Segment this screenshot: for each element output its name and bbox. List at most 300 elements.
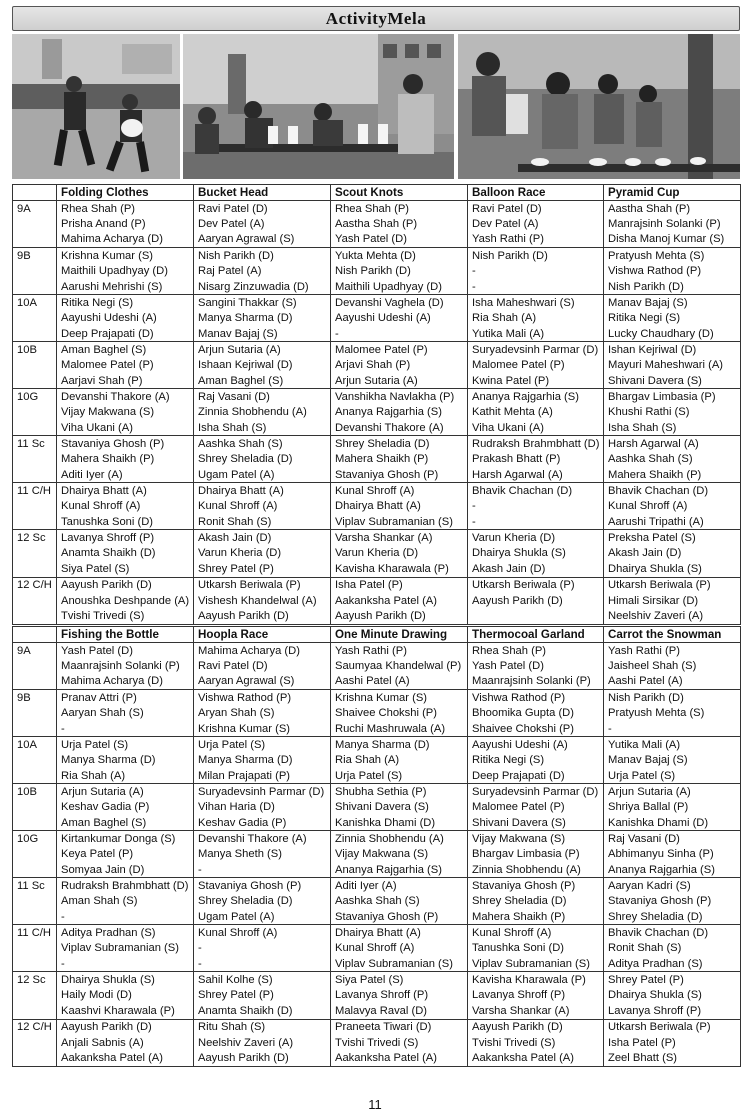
participant-cell: Manya Sharma (D) [194, 310, 331, 326]
participant-cell: Arjun Sutaria (A) [604, 784, 741, 800]
participant-cell: Bhavik Chachan (D) [604, 925, 741, 941]
table-row [13, 326, 741, 342]
participant-cell: Vishwa Rathod (P) [468, 690, 604, 706]
participant-cell: Lavanya Shroff (P) [468, 988, 604, 1004]
participant-cell: Dhairya Bhatt (A) [194, 483, 331, 499]
participant-cell: Utkarsh Beriwala (P) [194, 577, 331, 593]
participant-cell: Haily Modi (D) [57, 988, 194, 1004]
participant-cell: Mahera Shaikh (P) [604, 467, 741, 483]
table-row [13, 279, 741, 295]
table-row [13, 310, 741, 326]
class-label [13, 941, 57, 957]
participant-cell: Urja Patel (S) [194, 737, 331, 753]
table-row [13, 608, 741, 624]
participant-cell: Shivani Davera (S) [468, 815, 604, 831]
participant-cell: Saumyaa Khandelwal (P) [331, 658, 468, 674]
participant-cell: Malomee Patel (P) [57, 357, 194, 373]
participant-cell: Kunal Shroff (A) [468, 925, 604, 941]
participant-cell: Akash Jain (D) [468, 561, 604, 577]
participant-cell: Krishna Kumar (S) [57, 248, 194, 264]
table-row [13, 705, 741, 721]
participant-cell: Tvishi Trivedi (S) [331, 1035, 468, 1051]
participant-cell: Maanrajsinh Solanki (P) [468, 674, 604, 690]
participant-cell: Kunal Shroff (A) [194, 499, 331, 515]
participant-cell: Tanushka Soni (D) [57, 514, 194, 530]
activity-column-header: Thermocoal Garland [468, 627, 604, 643]
table-row [13, 752, 741, 768]
participant-cell: Arjun Sutaria (A) [331, 373, 468, 389]
participant-cell: Ananya Rajgarhia (S) [468, 389, 604, 405]
participant-cell: Yutika Mali (A) [604, 737, 741, 753]
participant-cell: Aarjavi Shah (P) [57, 373, 194, 389]
participant-cell: Ritika Negi (S) [468, 752, 604, 768]
participant-cell: Dhairya Shukla (S) [604, 561, 741, 577]
participant-cell: Raj Vasani (D) [604, 831, 741, 847]
table-row [13, 201, 741, 217]
class-label: 11 C/H [13, 483, 57, 499]
class-label [13, 216, 57, 232]
participant-cell: Aayushi Udeshi (A) [331, 310, 468, 326]
class-label [13, 608, 57, 624]
participant-cell: Sahil Kolhe (S) [194, 972, 331, 988]
participant-cell: Yutika Mali (A) [468, 326, 604, 342]
participant-cell: Mahima Acharya (D) [194, 643, 331, 659]
class-label: 10A [13, 737, 57, 753]
participant-cell: Manya Sharma (D) [194, 752, 331, 768]
participant-cell: Stavaniya Ghosh (P) [194, 878, 331, 894]
participant-cell: Aaryan Shah (S) [57, 705, 194, 721]
class-label [13, 452, 57, 468]
participant-cell: Utkarsh Beriwala (P) [604, 577, 741, 593]
class-label: 11 C/H [13, 925, 57, 941]
participant-cell: Arjun Sutaria (A) [57, 784, 194, 800]
participant-cell: - [194, 956, 331, 972]
participant-cell: Prisha Anand (P) [57, 216, 194, 232]
table-row [13, 1035, 741, 1051]
participant-cell: Nish Parikh (D) [604, 279, 741, 295]
participant-cell: Zinnia Shobhendu (A) [468, 862, 604, 878]
participant-cell: Shrey Sheladia (D) [194, 894, 331, 910]
table-row [13, 546, 741, 562]
table-row [13, 593, 741, 609]
participant-cell: Viha Ukani (A) [468, 420, 604, 436]
participant-cell: Raj Vasani (D) [194, 389, 331, 405]
activity-column-header: Balloon Race [468, 185, 604, 201]
class-label: 10A [13, 295, 57, 311]
class-label: 9A [13, 201, 57, 217]
participant-cell: Shrey Sheladia (D) [604, 909, 741, 925]
participant-cell: Malavya Raval (D) [331, 1003, 468, 1019]
participant-cell: Yukta Mehta (D) [331, 248, 468, 264]
participant-cell: Nisarg Zinzuwadia (D) [194, 279, 331, 295]
table-row [13, 420, 741, 436]
participant-cell: Harsh Agarwal (A) [604, 436, 741, 452]
participant-cell: Yash Rathi (P) [604, 643, 741, 659]
participant-cell: Devanshi Thakore (A) [57, 389, 194, 405]
participant-cell: Krishna Kumar (S) [331, 690, 468, 706]
participant-cell: Ananya Rajgarhia (S) [331, 862, 468, 878]
participant-cell: - [194, 941, 331, 957]
class-label [13, 705, 57, 721]
table-row [13, 483, 741, 499]
participant-cell: Lucky Chaudhary (D) [604, 326, 741, 342]
class-label [13, 467, 57, 483]
class-label [13, 561, 57, 577]
class-column-header [13, 185, 57, 201]
table-row [13, 878, 741, 894]
participant-cell: Ritu Shah (S) [194, 1019, 331, 1035]
participant-cell: Malomee Patel (P) [468, 799, 604, 815]
participant-cell: Ronit Shah (S) [604, 941, 741, 957]
participant-cell: Abhimanyu Sinha (P) [604, 846, 741, 862]
table-row [13, 768, 741, 784]
class-label [13, 357, 57, 373]
participant-cell: - [468, 263, 604, 279]
participant-cell: Viha Ukani (A) [57, 420, 194, 436]
participant-cell: Kunal Shroff (A) [194, 925, 331, 941]
table-row [13, 577, 741, 593]
participant-cell: - [604, 721, 741, 737]
participant-cell: Aakanksha Patel (A) [57, 1050, 194, 1066]
class-label [13, 310, 57, 326]
participant-cell: Khushi Rathi (S) [604, 404, 741, 420]
table-row [13, 452, 741, 468]
participant-cell: Yash Patel (D) [331, 232, 468, 248]
participant-cell: Nish Parikh (D) [468, 248, 604, 264]
class-label [13, 499, 57, 515]
class-column-header [13, 627, 57, 643]
participant-cell: Shaivee Chokshi (P) [331, 705, 468, 721]
participant-cell: Suryadevsinh Parmar (D) [468, 784, 604, 800]
participant-cell: Aaryan Agrawal (S) [194, 232, 331, 248]
participant-cell: Himali Sirsikar (D) [604, 593, 741, 609]
participant-cell: Arjavi Shah (P) [331, 357, 468, 373]
table-row [13, 373, 741, 389]
page-number: 11 [368, 1097, 382, 1110]
class-label [13, 1003, 57, 1019]
participant-cell: Dhairya Bhatt (A) [331, 499, 468, 515]
table-row [13, 784, 741, 800]
table-header-row [13, 185, 741, 201]
participant-cell: Ravi Patel (D) [468, 201, 604, 217]
participant-cell: Yash Patel (D) [57, 643, 194, 659]
table-header-row [13, 627, 741, 643]
participant-cell: Neelshiv Zaveri (A) [194, 1035, 331, 1051]
table-row [13, 674, 741, 690]
participant-cell: Aditya Pradhan (S) [604, 956, 741, 972]
participant-cell: Dhairya Shukla (S) [604, 988, 741, 1004]
participant-cell: Zeel Bhatt (S) [604, 1050, 741, 1066]
participant-cell: Rudraksh Brahmbhatt (D) [57, 878, 194, 894]
participant-cell: Harsh Agarwal (A) [468, 467, 604, 483]
participant-cell: Ritika Negi (S) [57, 295, 194, 311]
participant-cell: Aashka Shah (S) [194, 436, 331, 452]
participant-cell: Anoushka Deshpande (A) [57, 593, 194, 609]
participant-cell: Disha Manoj Kumar (S) [604, 232, 741, 248]
participant-cell: Ugam Patel (A) [194, 467, 331, 483]
participant-cell: Pranav Attri (P) [57, 690, 194, 706]
participant-cell: Anamta Shaikh (D) [194, 1003, 331, 1019]
class-label: 12 Sc [13, 530, 57, 546]
class-label [13, 846, 57, 862]
class-label [13, 956, 57, 972]
participant-cell: Vishesh Khandelwal (A) [194, 593, 331, 609]
participant-cell: Vishwa Rathod (P) [604, 263, 741, 279]
table-row [13, 232, 741, 248]
class-label: 11 Sc [13, 436, 57, 452]
participant-cell: Pratyush Mehta (S) [604, 248, 741, 264]
table-row [13, 972, 741, 988]
participant-cell: Keya Patel (P) [57, 846, 194, 862]
activity-column-header: Scout Knots [331, 185, 468, 201]
participant-cell: Ishan Kejriwal (D) [604, 342, 741, 358]
participant-cell: Siya Patel (S) [57, 561, 194, 577]
table-row [13, 721, 741, 737]
participant-cell: Varun Kheria (D) [468, 530, 604, 546]
table-row [13, 295, 741, 311]
participant-cell: Aayushi Udeshi (A) [57, 310, 194, 326]
participant-cell: Kunal Shroff (A) [57, 499, 194, 515]
participant-cell: Aaryan Kadri (S) [604, 878, 741, 894]
participant-cell: Stavaniya Ghosh (P) [331, 909, 468, 925]
participant-cell: Urja Patel (S) [57, 737, 194, 753]
participant-cell: Bhavik Chachan (D) [604, 483, 741, 499]
class-label: 9B [13, 248, 57, 264]
participant-cell: Aayush Parikh (D) [57, 1019, 194, 1035]
participant-cell: Tanushka Soni (D) [468, 941, 604, 957]
table-row [13, 1003, 741, 1019]
participant-cell: Ritika Negi (S) [604, 310, 741, 326]
class-label [13, 658, 57, 674]
participant-cell: Aarushi Tripathi (A) [604, 514, 741, 530]
class-label: 10B [13, 784, 57, 800]
participant-cell: Ravi Patel (D) [194, 201, 331, 217]
participant-cell: Anjali Sabnis (A) [57, 1035, 194, 1051]
participant-cell: Praneeta Tiwari (D) [331, 1019, 468, 1035]
participant-cell: Somyaa Jain (D) [57, 862, 194, 878]
participant-cell: Aayush Parikh (D) [194, 608, 331, 624]
participant-cell: Akash Jain (D) [194, 530, 331, 546]
class-label [13, 909, 57, 925]
table-row [13, 846, 741, 862]
participant-cell: Shubha Sethia (P) [331, 784, 468, 800]
class-label [13, 279, 57, 295]
participant-cell: Suryadevsinh Parmar (D) [194, 784, 331, 800]
participant-cell: Aashi Patel (A) [604, 674, 741, 690]
table-row [13, 831, 741, 847]
table-row [13, 216, 741, 232]
participant-cell: Prakash Bhatt (P) [468, 452, 604, 468]
participant-cell: Kavisha Kharawala (P) [331, 561, 468, 577]
participant-cell: Aakanksha Patel (A) [331, 1050, 468, 1066]
class-label [13, 546, 57, 562]
participant-cell: Devanshi Thakore (A) [194, 831, 331, 847]
participant-cell: Shriya Ballal (P) [604, 799, 741, 815]
photo-table-game [458, 34, 740, 179]
participant-cell: Zinnia Shobhendu (A) [331, 831, 468, 847]
participant-cell: Tvishi Trivedi (S) [468, 1035, 604, 1051]
class-label [13, 420, 57, 436]
participant-cell: Mayuri Maheshwari (A) [604, 357, 741, 373]
activity-column-header: Folding Clothes [57, 185, 194, 201]
table-row [13, 956, 741, 972]
class-label: 12 C/H [13, 577, 57, 593]
participant-cell: Kanishka Dhami (D) [604, 815, 741, 831]
participant-cell: Utkarsh Beriwala (P) [468, 577, 604, 593]
participant-cell: Manav Bajaj (S) [604, 752, 741, 768]
table-row [13, 389, 741, 405]
table-row [13, 499, 741, 515]
participant-cell: Mahima Acharya (D) [57, 674, 194, 690]
participant-cell: Viplav Subramanian (S) [57, 941, 194, 957]
table-row [13, 436, 741, 452]
participant-cell: Shrey Sheladia (D) [331, 436, 468, 452]
activity-table-1 [12, 184, 741, 625]
table-row [13, 799, 741, 815]
activity-column-header: Fishing the Bottle [57, 627, 194, 643]
class-label [13, 1050, 57, 1066]
class-label [13, 373, 57, 389]
participant-cell: Deep Prajapati (D) [57, 326, 194, 342]
participant-cell: Urja Patel (S) [604, 768, 741, 784]
class-label [13, 752, 57, 768]
class-label [13, 988, 57, 1004]
participant-cell: Viplav Subramanian (S) [331, 514, 468, 530]
table-row [13, 342, 741, 358]
activity-column-header: Bucket Head [194, 185, 331, 201]
class-label [13, 894, 57, 910]
participant-cell: Isha Patel (P) [604, 1035, 741, 1051]
activity-column-header: One Minute Drawing [331, 627, 468, 643]
participant-cell: - [468, 279, 604, 295]
participant-cell: Milan Prajapati (P) [194, 768, 331, 784]
participant-cell: - [468, 514, 604, 530]
class-label [13, 815, 57, 831]
participant-cell: Jaisheel Shah (S) [604, 658, 741, 674]
participant-cell: Dev Patel (A) [468, 216, 604, 232]
participant-cell: Vijay Makwana (S) [331, 846, 468, 862]
participant-cell: Arjun Sutaria (A) [194, 342, 331, 358]
table-row [13, 988, 741, 1004]
participant-cell: Lavanya Shroff (P) [604, 1003, 741, 1019]
participant-cell: Dev Patel (A) [194, 216, 331, 232]
photo-bucket-table [183, 34, 454, 179]
class-label [13, 593, 57, 609]
participant-cell: Shrey Patel (P) [194, 561, 331, 577]
table-row [13, 862, 741, 878]
participant-cell: - [468, 499, 604, 515]
participant-cell: Shaivee Chokshi (P) [468, 721, 604, 737]
participant-cell: Isha Maheshwari (S) [468, 295, 604, 311]
participant-cell: Aashka Shah (S) [604, 452, 741, 468]
participant-cell: Maithili Upadhyay (D) [57, 263, 194, 279]
participant-cell: Maanrajsinh Solanki (P) [57, 658, 194, 674]
participant-cell: Vihan Haria (D) [194, 799, 331, 815]
participant-cell: Mahima Acharya (D) [57, 232, 194, 248]
class-label: 11 Sc [13, 878, 57, 894]
participant-cell: Aman Baghel (S) [57, 815, 194, 831]
participant-cell: Yash Rathi (P) [468, 232, 604, 248]
participant-cell: Kathit Mehta (A) [468, 404, 604, 420]
class-label: 9A [13, 643, 57, 659]
class-label [13, 862, 57, 878]
participant-cell: Urja Patel (S) [331, 768, 468, 784]
participant-cell: Malomee Patel (P) [468, 357, 604, 373]
participant-cell: Lavanya Shroff (P) [331, 988, 468, 1004]
page-title: ActivityMela [325, 9, 427, 28]
participant-cell: Aashi Patel (A) [331, 674, 468, 690]
participant-cell: Shrey Patel (P) [194, 988, 331, 1004]
participant-cell: Kunal Shroff (A) [604, 499, 741, 515]
participant-cell: Ronit Shah (S) [194, 514, 331, 530]
participant-cell: - [331, 326, 468, 342]
table-row [13, 1019, 741, 1035]
participant-cell: Ria Shah (A) [57, 768, 194, 784]
class-label [13, 326, 57, 342]
participant-cell: Aayush Parikh (D) [468, 593, 604, 609]
table-row [13, 357, 741, 373]
participant-cell: Stavaniya Ghosh (P) [57, 436, 194, 452]
table-row [13, 815, 741, 831]
participant-cell: Stavaniya Ghosh (P) [331, 467, 468, 483]
participant-cell: - [194, 862, 331, 878]
class-label: 12 C/H [13, 1019, 57, 1035]
table-row [13, 658, 741, 674]
participant-cell: Aayush Parikh (D) [331, 608, 468, 624]
participant-cell: Aman Baghel (S) [57, 342, 194, 358]
class-label: 10B [13, 342, 57, 358]
class-label [13, 799, 57, 815]
table-row [13, 909, 741, 925]
participant-cell: Kunal Shroff (A) [331, 483, 468, 499]
participant-cell: Ravi Patel (D) [194, 658, 331, 674]
participant-cell: Kavisha Kharawala (P) [468, 972, 604, 988]
participant-cell: Manya Sharma (D) [57, 752, 194, 768]
table-row [13, 514, 741, 530]
participant-cell: Rudraksh Brahmbhatt (D) [468, 436, 604, 452]
table-row [13, 941, 741, 957]
participant-cell: Bhargav Limbasia (P) [468, 846, 604, 862]
class-label: 10G [13, 831, 57, 847]
participant-cell: Ananya Rajgarhia (S) [604, 862, 741, 878]
participant-cell: Aakanksha Patel (A) [468, 1050, 604, 1066]
participant-cell: Aastha Shah (P) [604, 201, 741, 217]
participant-cell: Raj Patel (A) [194, 263, 331, 279]
participant-cell: Manya Sheth (S) [194, 846, 331, 862]
participant-cell: Deep Prajapati (D) [468, 768, 604, 784]
participant-cell: Yash Rathi (P) [331, 643, 468, 659]
class-label [13, 674, 57, 690]
participant-cell: Anamta Shaikh (D) [57, 546, 194, 562]
participant-cell: Nish Parikh (D) [604, 690, 741, 706]
participant-cell: Aryan Shah (S) [194, 705, 331, 721]
participant-cell: Suryadevsinh Parmar (D) [468, 342, 604, 358]
participant-cell: Keshav Gadia (P) [194, 815, 331, 831]
participant-cell: Aastha Shah (P) [331, 216, 468, 232]
participant-cell: Rhea Shah (P) [57, 201, 194, 217]
class-label [13, 263, 57, 279]
participant-cell: Aayush Parikh (D) [468, 1019, 604, 1035]
participant-cell: Siya Patel (S) [331, 972, 468, 988]
participant-cell: Bhoomika Gupta (D) [468, 705, 604, 721]
participant-cell: Yash Patel (D) [468, 658, 604, 674]
participant-cell: Krishna Kumar (S) [194, 721, 331, 737]
participant-cell: Keshav Gadia (P) [57, 799, 194, 815]
class-label [13, 514, 57, 530]
participant-cell: Aaryan Agrawal (S) [194, 674, 331, 690]
participant-cell: Ishaan Kejriwal (D) [194, 357, 331, 373]
table-row [13, 894, 741, 910]
